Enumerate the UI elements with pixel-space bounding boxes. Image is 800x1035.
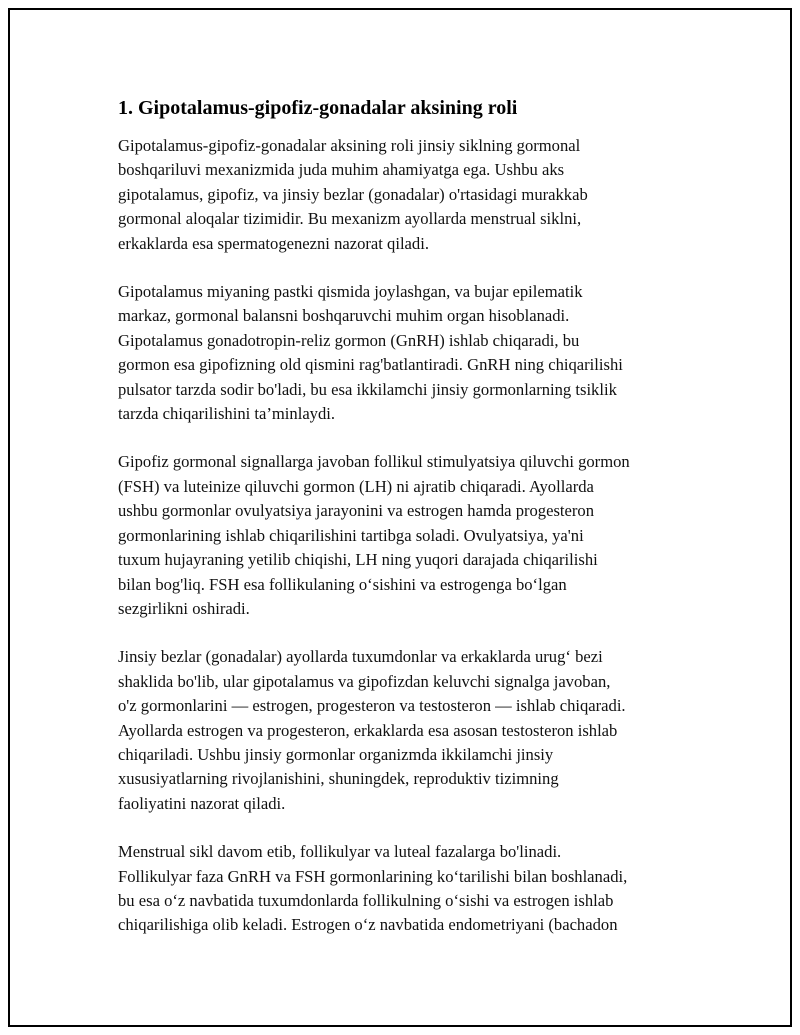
paragraph-line: bu esa o‘z navbatida tuxumdonlarda follikulning o‘sishi va estrogen ishlab bbox=[118, 890, 614, 910]
paragraph-line: sezgirlikni oshiradi. bbox=[118, 598, 250, 618]
paragraph bbox=[118, 645, 718, 816]
paragraph-list bbox=[118, 134, 718, 938]
paragraph bbox=[118, 280, 718, 426]
paragraph-line: tarzda chiqarilishini ta’minlaydi. bbox=[118, 404, 336, 424]
paragraph-line: Gipofiz gormonal signallarga javoban follikul stimulyatsiya qiluvchi gormon bbox=[118, 452, 630, 472]
paragraph bbox=[118, 134, 718, 256]
paragraph-line: (FSH) va luteinize qiluvchi gormon (LH) ni ajratib chiqaradi. Ayollarda bbox=[118, 476, 594, 496]
paragraph-line: bilan bog'liq. FSH esa follikulaning o‘sishini va estrogenga bo‘lgan bbox=[118, 574, 567, 594]
paragraph-line: gipotalamus, gipofiz, va jinsiy bezlar (gonadalar) o'rtasidagi murakkab bbox=[118, 184, 588, 204]
paragraph-line: xususiyatlarning rivojlanishini, shuningdek, reproduktiv tizimning bbox=[118, 769, 559, 789]
paragraph-line: Gipotalamus gonadotropin-reliz gormon (GnRH) ishlab chiqaradi, bu bbox=[118, 330, 580, 350]
paragraph-line: gormonlarining ishlab chiqarilishini tartibga soladi. Ovulyatsiya, ya'ni bbox=[118, 525, 584, 545]
paragraph-line: o'z gormonlarini — estrogen, progesteron va testosteron — ishlab chiqaradi. bbox=[118, 696, 626, 716]
paragraph-line: Ayollarda estrogen va progesteron, erkaklarda esa asosan testosteron ishlab bbox=[118, 720, 618, 740]
paragraph-line: Follikulyar faza GnRH va FSH gormonlarining ko‘tarilishi bilan boshlanadi, bbox=[118, 866, 628, 886]
document-page bbox=[8, 8, 792, 1027]
paragraph-line: markaz, gormonal balansni boshqaruvchi muhim organ hisoblanadi. bbox=[118, 306, 570, 326]
paragraph-line: tuxum hujayraning yetilib chiqishi, LH ning yuqori darajada chiqarilishi bbox=[118, 550, 598, 570]
section-heading: 1. Gipotalamus-gipofiz-gonadalar aksining roli bbox=[118, 97, 518, 119]
paragraph-line: Jinsiy bezlar (gonadalar) ayollarda tuxumdonlar va erkaklarda urug‘ bezi bbox=[118, 647, 603, 667]
paragraph-line: shaklida bo'lib, ular gipotalamus va gipofizdan keluvchi signalga javoban, bbox=[118, 671, 611, 691]
paragraph-line: Menstrual sikl davom etib, follikulyar va luteal fazalarga bo'linadi. bbox=[118, 842, 562, 862]
paragraph-line: chiqarilishiga olib keladi. Estrogen o‘z navbatida endometriyani (bachadon bbox=[118, 915, 618, 935]
paragraph-line: faoliyatini nazorat qiladi. bbox=[118, 793, 286, 813]
paragraph bbox=[118, 450, 718, 621]
paragraph-line: ushbu gormonlar ovulyatsiya jarayonini va estrogen hamda progesteron bbox=[118, 501, 595, 521]
paragraph-line: gormon esa gipofizning old qismini rag'batlantiradi. GnRH ning chiqarilishi bbox=[118, 355, 623, 375]
paragraph-line: boshqariluvi mexanizmida juda muhim ahamiyatga ega. Ushbu aks bbox=[118, 160, 565, 180]
paragraph-line: Gipotalamus miyaning pastki qismida joylashgan, va bujar epilematik bbox=[118, 282, 583, 302]
paragraph-line: Gipotalamus-gipofiz-gonadalar aksining roli jinsiy siklning gormonal bbox=[118, 136, 581, 155]
paragraph-line: chiqariladi. Ushbu jinsiy gormonlar organizmda ikkilamchi jinsiy bbox=[118, 744, 554, 764]
document-content bbox=[118, 94, 718, 962]
paragraph bbox=[118, 840, 718, 938]
paragraph-line: erkaklarda esa spermatogenezni nazorat qiladi. bbox=[118, 233, 429, 253]
paragraph-line: gormonal aloqalar tizimidir. Bu mexanizm ayollarda menstrual siklni, bbox=[118, 209, 582, 229]
paragraph-line: pulsator tarzda sodir bo'ladi, bu esa ikkilamchi jinsiy gormonlarning tsiklik bbox=[118, 379, 617, 399]
